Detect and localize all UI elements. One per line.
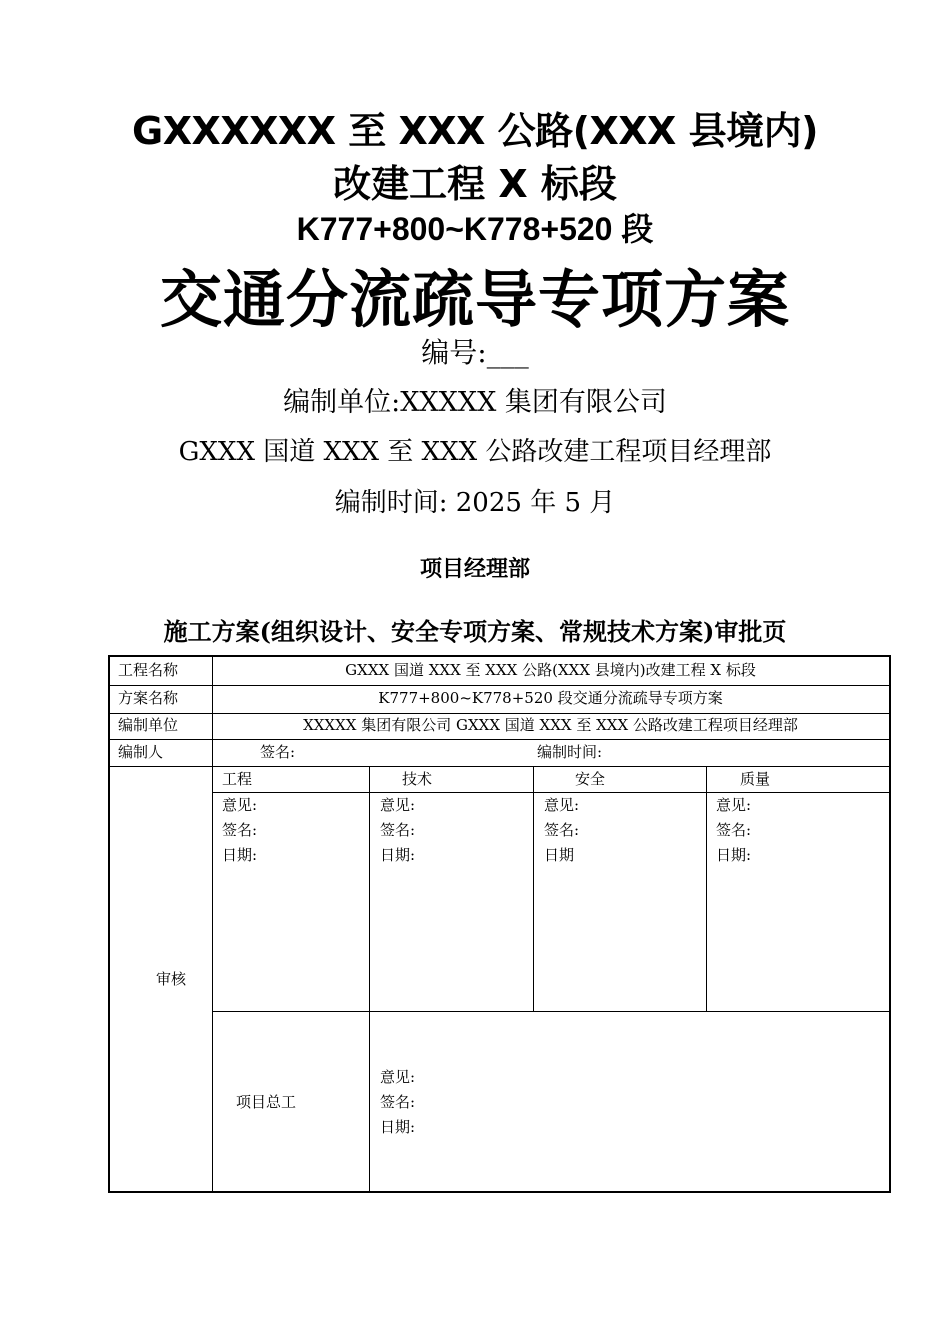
main-title: 交通分流疏导专项方案 (159, 263, 790, 336)
dept-quality-date: 日期: (716, 846, 752, 864)
table-rule (212, 1011, 891, 1012)
title-line-3: K777+800~K778+520 段 (296, 211, 654, 247)
dept-technical-header: 技术 (402, 770, 433, 788)
dept-safety-header: 安全 (575, 770, 606, 788)
project-name-value: GXXX 国道 XXX 至 XXX 公路(XXX 县境内)改建工程 X 标段 (345, 661, 756, 679)
dept-quality-header: 质量 (740, 770, 771, 788)
table-rule-vertical (212, 655, 213, 1193)
compile-date: 编制时间: 2025 年 5 月 (334, 488, 616, 518)
table-border-right (889, 655, 891, 1193)
plan-name-label: 方案名称 (118, 689, 179, 707)
chief-engineer-label: 项目总工 (236, 1093, 297, 1111)
author-time-label: 编制时间: (537, 743, 603, 761)
dept-quality-opinion: 意见: (716, 796, 752, 814)
table-border-left (108, 655, 110, 1193)
dept-technical-sign: 签名: (380, 821, 416, 839)
table-border-bottom (108, 1191, 891, 1193)
table-rule (108, 739, 891, 740)
title-line-1: GXXXXXX 至 XXX 公路(XXX 县境内) (132, 109, 818, 153)
dept-engineering-date: 日期: (222, 846, 258, 864)
table-border-top (108, 655, 891, 657)
dept-technical-opinion: 意见: (380, 796, 416, 814)
compiling-unit-label: 编制单位 (118, 716, 179, 734)
compiling-unit-value: XXXXX 集团有限公司 GXXX 国道 XXX 至 XXX 公路改建工程项目经理部 (303, 716, 798, 734)
project-department: GXXX 国道 XXX 至 XXX 公路改建工程项目经理部 (178, 437, 772, 467)
title-line-2: 改建工程 X 标段 (333, 162, 617, 206)
table-rule-vertical (533, 766, 534, 1011)
dept-engineering-header: 工程 (222, 770, 253, 788)
table-rule (212, 792, 891, 793)
author-sign-label: 签名: (260, 743, 296, 761)
table-rule (108, 766, 891, 767)
dept-technical-date: 日期: (380, 846, 416, 864)
table-rule (108, 713, 891, 714)
dept-safety-opinion: 意见: (544, 796, 580, 814)
compiling-unit: 编制单位:XXXXX 集团有限公司 (283, 387, 667, 418)
plan-name-value: K777+800~K778+520 段交通分流疏导专项方案 (378, 689, 723, 707)
department-short: 项目经理部 (419, 556, 530, 582)
chief-date: 日期: (380, 1118, 416, 1136)
author-label: 编制人 (118, 743, 164, 761)
dept-quality-sign: 签名: (716, 821, 752, 839)
approval-table (108, 655, 891, 1193)
table-rule-vertical (369, 766, 370, 1193)
project-name-label: 工程名称 (118, 661, 179, 679)
review-label: 审核 (156, 970, 187, 988)
approval-title: 施工方案(组织设计、安全专项方案、常规技术方案)审批页 (163, 617, 787, 646)
dept-engineering-opinion: 意见: (222, 796, 258, 814)
table-rule-vertical (706, 766, 707, 1011)
table-rule (108, 685, 891, 686)
chief-opinion: 意见: (380, 1068, 416, 1086)
chief-sign: 签名: (380, 1093, 416, 1111)
dept-safety-date: 日期 (544, 846, 575, 864)
document-number: 编号:___ (421, 336, 529, 369)
dept-engineering-sign: 签名: (222, 821, 258, 839)
dept-safety-sign: 签名: (544, 821, 580, 839)
